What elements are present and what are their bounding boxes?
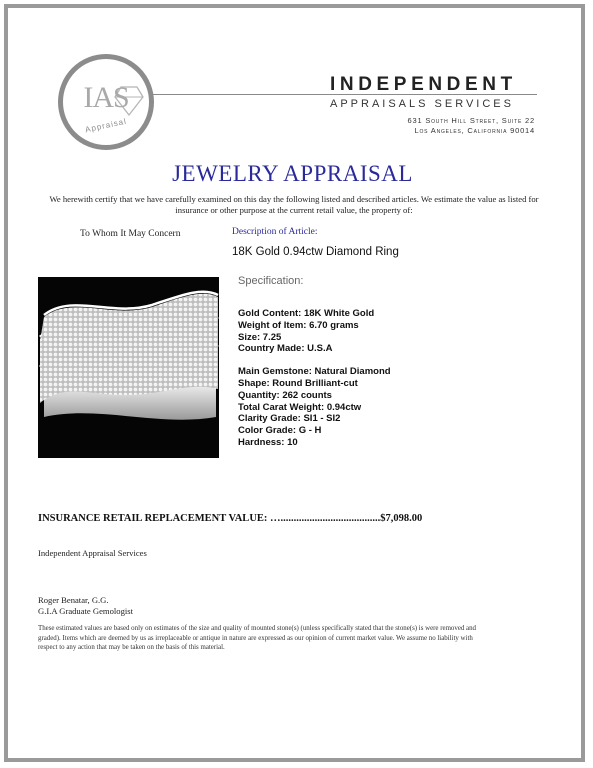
- ring-photo: [38, 277, 219, 458]
- spec-color: Color Grade: G - H: [238, 425, 322, 437]
- company-header: [330, 74, 517, 110]
- certification-text: We herewith certify that we have carefully examined on this day the following listed and described articles. We estimate the value as listed for insurance or other purpose at the current retail value, the property of:: [49, 194, 539, 215]
- spec-weight: Weight of Item: 6.70 grams: [238, 319, 359, 331]
- company-address: [408, 116, 535, 136]
- spec-quantity: Quantity: 262 counts: [238, 389, 332, 401]
- appraiser-name: Roger Benatar, G.G.: [38, 595, 109, 605]
- logo-monogram: IAS: [83, 81, 129, 114]
- spec-clarity: Clarity Grade: SI1 - SI2: [238, 413, 341, 425]
- company-name: INDEPENDENT: [330, 74, 517, 95]
- signature-company: Independent Appraisal Services: [38, 548, 147, 558]
- logo-subtext: Appraisal: [84, 116, 128, 135]
- spec-shape: Shape: Round Brilliant-cut: [238, 377, 358, 389]
- spec-country: Country Made: U.S.A: [238, 343, 333, 355]
- spec-gemstone: Main Gemstone: Natural Diamond: [238, 366, 391, 378]
- company-tagline: APPRAISALS SERVICES: [330, 98, 514, 110]
- recipient: To Whom It May Concern: [80, 229, 181, 239]
- spec-gold-content: Gold Content: 18K White Gold: [238, 308, 375, 319]
- disclaimer: These estimated values are based only on estimates of the size and quality of mounted stone(s) (unless specifically stated that the stone(s) is were removed and graded). Items which are deemed by us as irreplaceable or antique in nature are expressed as our opinion of current market value. We assume no liability with respect to any action that may be taken on the basis of this material.: [38, 625, 476, 651]
- spec-spacer: [238, 355, 391, 366]
- address-line-1: 631 South Hill Street, Suite 22: [407, 116, 535, 125]
- appraiser-block: [38, 595, 133, 617]
- appraiser-title: G.I.A Graduate Gemologist: [38, 606, 133, 616]
- diamond-ring-image: [38, 277, 219, 458]
- description-label: Description of Article:: [232, 227, 318, 237]
- specification-list: [238, 308, 391, 449]
- spec-carat: Total Carat Weight: 0.94ctw: [238, 401, 362, 413]
- document-title: JEWELRY APPRAISAL: [172, 161, 413, 186]
- address-line-2: Los Angeles, California 90014: [414, 126, 535, 135]
- ias-logo: [58, 54, 154, 150]
- spec-size: Size: 7.25: [238, 331, 282, 343]
- specification-label: Specification:: [238, 275, 304, 287]
- spec-hardness: Hardness: 10: [238, 436, 298, 448]
- article-name: 18K Gold 0.94ctw Diamond Ring: [232, 246, 399, 258]
- insurance-value: INSURANCE RETAIL REPLACEMENT VALUE: …......................................$7,098.00: [38, 513, 423, 524]
